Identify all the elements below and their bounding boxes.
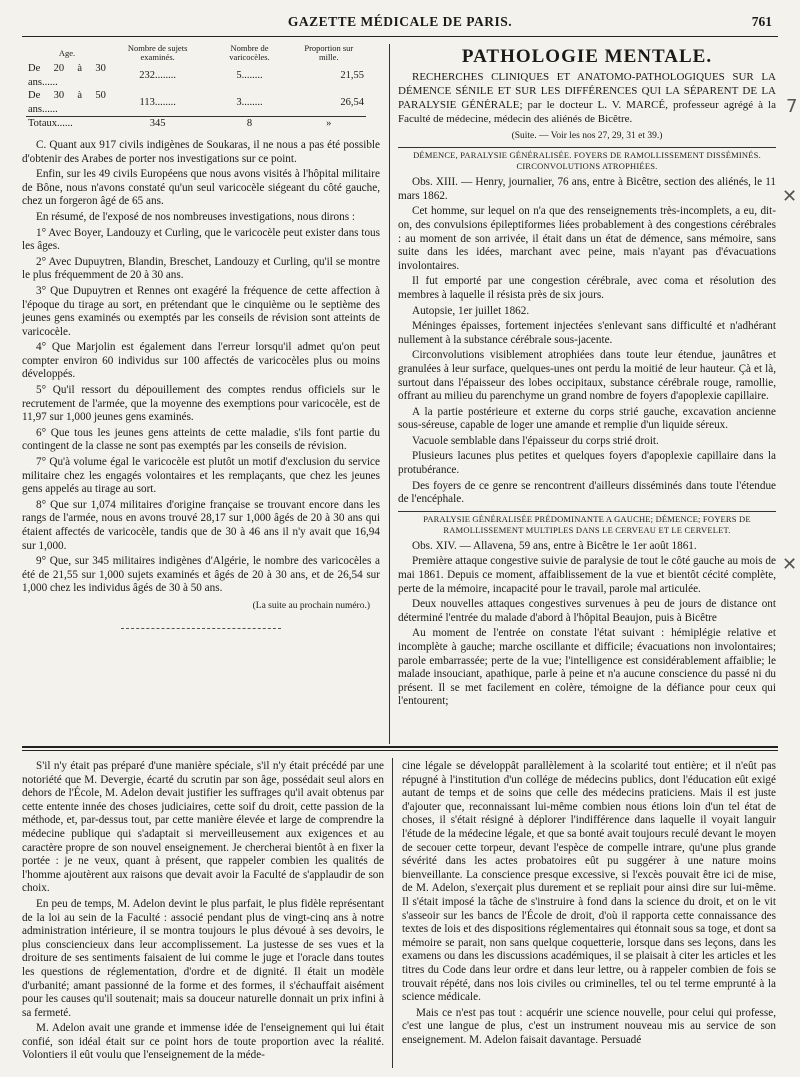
divider [121, 628, 281, 629]
th-age: Age. [58, 47, 76, 58]
bottom-right-column [402, 760, 776, 1049]
suite-note: (La suite au prochain numéro.) [252, 600, 370, 611]
table-cell: Totaux...... [28, 118, 73, 130]
table-cell: 232........ [139, 69, 177, 81]
paragraph: Obs. XIV. — Allavena, 59 ans, entre à Bicêtre le 1er août 1861. [412, 539, 697, 552]
th-sujets: Nombre de sujets examinés. [127, 43, 188, 62]
paragraph: Circonvolutions visiblement atrophiées dans toute leur étendue, jaunâtres et granulées à leur surface, quelques-unes ont perdu la moitié de leur hauteur. Çà et là, surtout dans l'épaisseur des lobes occipitaux, substance cérébrale rouge, ramollie, offrant au milieu du parenchyme un grand nombre de foyers d'apoplexie capillaire. [398, 349, 776, 403]
paragraph: Mais ce n'est pas tout : acquérir une science nouvelle, pour celui qui professe, c'est une langue de plus, c'est un instrument nouveau mis au service de son enseignement. M. Adelon faisait davantage. Persuadé [402, 1006, 776, 1046]
left-column [22, 44, 380, 734]
table-cell: 5........ [236, 69, 263, 81]
paragraph: M. Adelon avait une grande et immense idée de l'enseignement qui lui était confié, son idéal était sur ce point hors de toute proportion avec la réalité. Volontiers il eût voulu que l'enseignement de la méde- [22, 1022, 384, 1062]
paragraph: Méninges épaisses, fortement injectées s'enlevant sans difficulté et n'adhérant nullement à la substance cérébrale sous-jacente. [398, 320, 776, 346]
paragraph: 3° Que Dupuytren et Rennes ont exagéré la fréquence de cette affection à l'époque du tirage au sort, en prétendant que le cinquième ou le septième des jeunes gens examinés ou exemptés par les conseils de révision sont atteints de varicocèle. [22, 284, 380, 338]
page-header [22, 14, 778, 37]
paragraph: Vacuole semblable dans l'épaisseur du corps strié droit. [412, 434, 659, 447]
observation-heading: PARALYSIE GÉNÉRALISÉE PRÉDOMINANTE A GAUCHE; DÉMENCE; FOYERS DE RAMOLLISSEMENT MULTIPLES DANS LE CERVEAU ET LE CERVELET. [398, 511, 776, 536]
bottom-left-column [22, 760, 384, 1065]
table-cell: 21,55 [340, 69, 364, 81]
paragraph: Première attaque congestive suivie de paralysie de tout le côté gauche au mois de mai 1861. Depuis ce moment, affaiblissement de la vue et bientôt cécité complète, perte de la mémoire, incapacité pour le travail, parole mal articulée. [398, 555, 776, 595]
paragraph: 9° Que, sur 345 militaires indigènes d'Algérie, le nombre des varicocèles a été de 21,55 sur 1,000 sujets examinés et âgés de 20 à 30 ans, et de 26,54 sur 1,000 chez les individus âgés de 30 à 50 ans. [22, 555, 380, 595]
handwritten-mark: ✕ [782, 554, 798, 575]
section-title: PATHOLOGIE MENTALE. [461, 46, 713, 67]
article-title: RECHERCHES CLINIQUES ET ANATOMO-PATHOLOGIQUES SUR LA DÉMENCE SÉNILE ET SUR LES DIFFÉRENCES QUI LA SÉPARENT DE LA PARALYSIE GÉNÉRALE; par le docteur L. V. MARCÉ, professeur agrégé à la Faculté de médecine, médecin des aliénés de Bicêtre. [398, 70, 776, 125]
paragraph: S'il n'y était pas préparé d'une manière spéciale, s'il n'y était précédé par une notoriété que M. Devergie, écarté du scrutin par son âge, possédait seul alors en dehors de l'École, M. Adelon devait justifier les suffrages qu'il avait obtenus par cette entente innée des choses judiciaires, cette soif du droit, cette passion de la méthode, et, par-dessus tout, par cette manière élevée et large de comprendre la médecine publique qui s'adaptait si merveilleusement aux exigences et au caractère propre de son nouvel enseignement. Je chercherai bientôt à en fixer la portée : je ne veux, quant à présent, que rappeler combien les qualités de l'homme ajoutèrent aux raisons que devait avoir la Faculté de s'applaudir de son choix. [22, 760, 384, 895]
table-cell: De 20 à 30 ans...... [28, 63, 106, 88]
paragraph: Des foyers de ce genre se rencontrent d'ailleurs disséminés dans toute l'étendue de l'encéphale. [398, 479, 776, 506]
column-divider [389, 44, 390, 744]
paragraph: Obs. XIII. — Henry, journalier, 76 ans, entre à Bicêtre, section des aliénés, le 11 mars 1862. [398, 176, 776, 202]
table-cell: 8 [246, 118, 253, 130]
paragraph: 1° Avec Boyer, Landouzy et Curling, que le varicocèle peut exister dans tous les âges. [22, 226, 380, 253]
paragraph: Autopsie, 1er juillet 1862. [412, 304, 530, 317]
paragraph: 4° Que Marjolin est également dans l'erreur lorsqu'il admet qu'on peut compter environ 60 individus sur 100 affectés de varicocèles plus ou moins développés. [22, 341, 380, 381]
journal-title: GAZETTE MÉDICALE DE PARIS. [287, 14, 513, 29]
paragraph: En peu de temps, M. Adelon devint le plus parfait, le plus fidèle représentant de la loi au sein de la Faculté : associé pendant plus de vingt-cinq ans à notre administration intérieure, il se montra toujours le plus dévoué à ses devoirs, le plus consciencieux dans leur accomplissement. La justesse de ses vues et la droiture de ses sentiments faisaient de lui comme le juge et l'oracle dans toutes les questions de réglementation, d'ordre et de dignité. Il était un modèle d'urbanité; amant passionné de la forme et des formes, il s'échauffait aisément pour les causes qu'il soutenait; mais sa douceur naturelle donnait un prix infini à sa fermeté. [22, 897, 384, 1019]
stats-table [26, 44, 366, 131]
suite-reference: (Suite. — Voir les nos 27, 29, 31 et 39.) [511, 130, 663, 141]
table-total-row [26, 117, 366, 131]
paragraph: C. Quant aux 917 civils indigènes de Soukaras, il ne nous a pas été possible d'obtenir des Arabes de porter nos investigations sur ce point. [22, 138, 380, 165]
table-row [26, 62, 366, 89]
paragraph: En résumé, de l'exposé de nos nombreuses investigations, nous dirons : [36, 210, 355, 223]
paragraph: cine légale se développât parallèlement à la scolarité tout entière; et il n'eût pas répugné à l'institution d'un collége de médecins publics, dont l'éducation eût exigé autant de temps et de soins que celle des médecins praticiens. Mais il est juste d'ajouter que, reconnaissant lui-même combien nous étions loin d'un tel état de choses, il s'était résigné à déplorer l'indifférence dans laquelle il voyait languir l'étude de la médecine légale, et que sa bonté avait toujours reculé devant le moyen de secouer cette torpeur, devant l'espèce de compelle intrare, qu'une plus grande sévérité dans les actes probatoires eût pu suggérer à une nature moins bienveillante. La conscience presque excessive, si l'excès pouvait être ici de mise, de M. Adelon, s'exerçait plus durement et se repliait pour ainsi dire sur lui-même. Il s'était imposé la tâche de s'instruire à fond dans la science du droit, et on le vit s'asseoir sur les bancs de l'École de droit, d'où il rapporta cette connaissance des textes de lois et des dispositions réglementaires qui étonnait sous sa toge, et dont sa mémoire se parait, non sans quelque coquetterie, lorsque dans ses leçons, dans les examens ou dans les discussions académiques, il se plaisait à citer les articles et les titres du Code dans leur ordre et dans leur lettre, ou à rappeler combien de fois se trouvait répété, dans nos lois civiles ou criminelles, tel ou tel terme emprunté à la science médicale. [402, 760, 776, 1004]
th-varicoceles: Nombre de varicocèles. [229, 43, 270, 62]
paragraph: Il fut emporté par une congestion cérébrale, avec coma et résolution des membres à laquelle il résista près de six jours. [398, 275, 776, 301]
page-number: 761 [751, 14, 772, 29]
horizontal-rule [22, 746, 778, 748]
table-cell: 3........ [236, 96, 263, 108]
observation-heading: DÉMENCE, PARALYSIE GÉNÉRALISÉE. FOYERS DE RAMOLLISSEMENT DISSÉMINÉS. CIRCONVOLUTIONS ATROPHIÉES. [398, 147, 776, 172]
horizontal-rule [22, 750, 778, 751]
paragraph: Enfin, sur les 49 civils Européens que nous avons visités à l'hôpital militaire de Bône, nous n'avons constaté qu'un seul varicocèle siégeant du côté gauche, chez un forgeron âgé de 65 ans. [22, 168, 380, 208]
paragraph: Plusieurs lacunes plus petites et quelques foyers d'apoplexie capillaire dans la protubérance. [398, 450, 776, 477]
paragraph: Deux nouvelles attaques congestives survenues à peu de jours de distance ont déterminé l'entrée du malade d'abord à l'hôpital Beaujon, puis à Bicêtre [398, 598, 776, 624]
right-column [398, 44, 776, 734]
table-cell: De 30 à 50 ans...... [28, 90, 106, 115]
handwritten-mark: 7 [786, 96, 798, 117]
th-proportion: Proportion sur mille. [304, 43, 354, 62]
table-cell: 113........ [139, 96, 176, 108]
handwritten-mark: ✕ [782, 186, 798, 207]
paragraph: 2° Avec Dupuytren, Blandin, Breschet, Landouzy et Curling, qu'il se montre le plus fréquemment de 20 à 30 ans. [22, 255, 380, 282]
paragraph: Cet homme, sur lequel on n'a que des renseignements très-incomplets, a eu, dit-on, des convulsions épileptiformes liées probablement à des congestions cérébrales : au moment de son arrivée, il était dans un état de démence, sans mémoire, sans suite dans les idées, marchant avec peine, mais n'ayant pas d'évacuations involontaires. [398, 205, 776, 272]
paragraph: 8° Que sur 1,074 militaires d'origine française se trouvant encore dans les rangs de l'armée, nous en avons trouvé 28,17 sur 1,000 âgés de 20 à 30 ans qui étaient affectés de varicocèle, tandis que de 30 à 46 ans il n'y avait que 16,94 sur 1,000. [22, 498, 380, 552]
table-cell: » [326, 118, 332, 130]
table-row [26, 89, 366, 117]
column-divider [392, 758, 393, 1068]
paragraph: 5° Qu'il ressort du dépouillement des comptes rendus officiels sur le recrutement de l'armée, que la moyenne des exemptions pour varicocèle, est de 11,97 sur 1,000 jeunes gens examinés. [22, 384, 380, 424]
paragraph: Au moment de l'entrée on constate l'état suivant : hémiplégie relative et incomplète à gauche; marche oscillante et difficile; évacuations non involontaires; parole embarrassée; perte de la vue; l'intelligence est considérablement affaiblie; le malade insouciant, apathique, parle à peine et n'a aucune conscience du passé ni du présent. Il se met facilement en colère, témoigne de la défiance pour ceux qui l'entourent; [398, 627, 776, 708]
table-cell: 345 [149, 118, 166, 130]
table-cell: 26,54 [340, 96, 364, 108]
paragraph: A la partie postérieure et externe du corps strié gauche, excavation ancienne sous-séreuse, capable de loger une amande et remplie d'un liquide séreux. [398, 405, 776, 432]
paragraph: 7° Qu'à volume égal le varicocèle est plutôt un motif d'exclusion du service militaire chez les engagés volontaires et les remplaçants, que chez les jeunes gens appelés au tirage au sort. [22, 456, 380, 496]
paragraph: 6° Que tous les jeunes gens atteints de cette maladie, s'ils font partie du contingent de la classe ne sont pas exemptés par les conseils de révision. [22, 426, 380, 453]
